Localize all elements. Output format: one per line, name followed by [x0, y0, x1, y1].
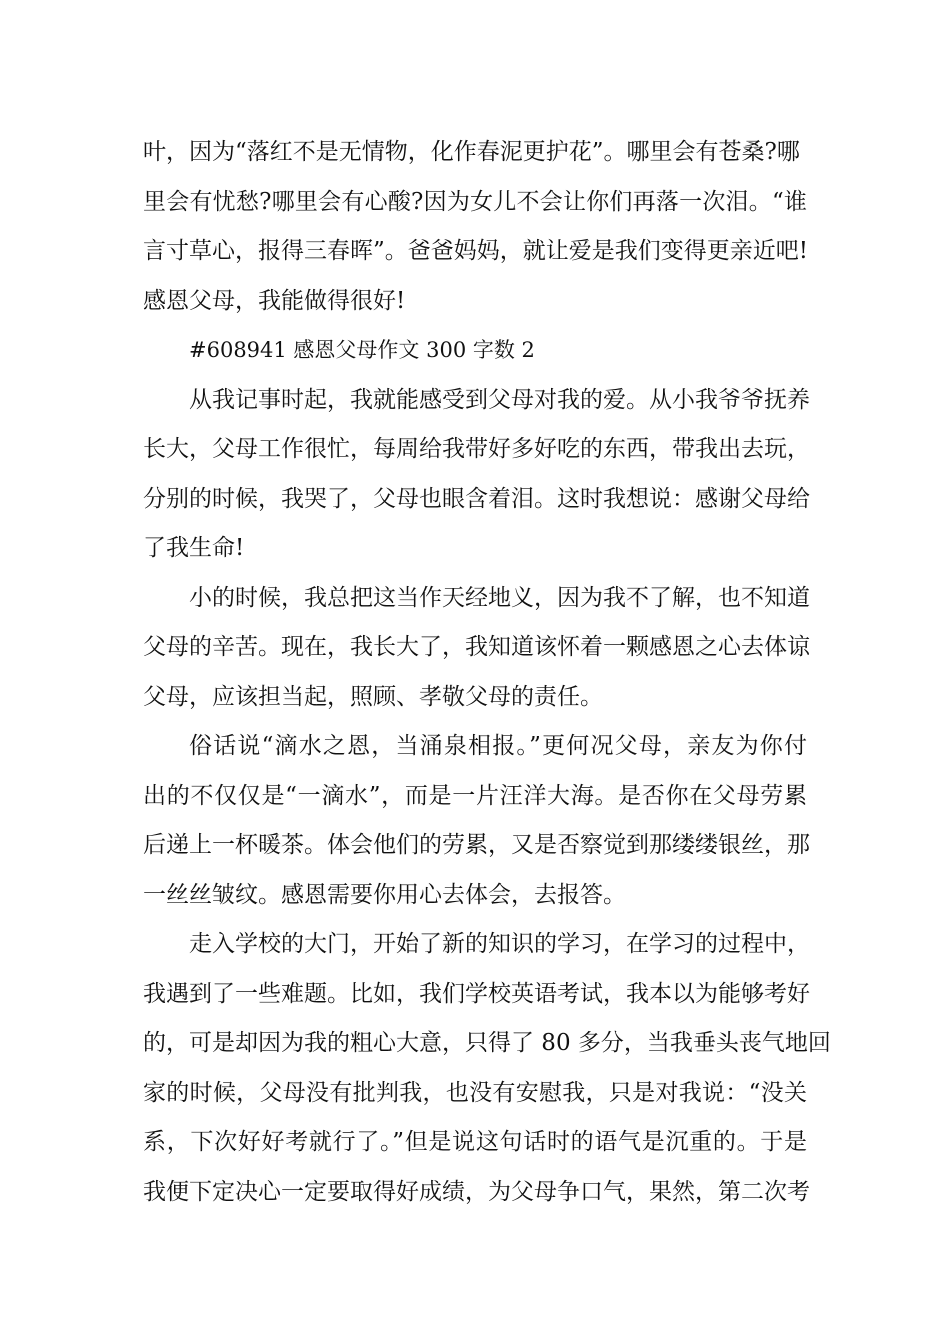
- body-text: [143, 128, 831, 1217]
- text-line: 我便下定决心一定要取得好成绩，为父母争口气，果然，第二次考: [143, 1178, 810, 1205]
- text-line: 俗话说“滴水之恩，当涌泉相报。”更何况父母，亲友为你付: [189, 733, 807, 759]
- text-line: 家的时候，父母没有批判我，也没有安慰我，只是对我说：“没关: [143, 1079, 807, 1106]
- text-line: 叶，因为“落红不是无情物，化作春泥更护花”。哪里会有苍桑?哪: [143, 139, 800, 165]
- text-line: 从我记事时起，我就能感受到父母对我的爱。从小我爷爷抚养: [189, 386, 810, 413]
- text-line: 长大，父母工作很忙，每周给我带好多好吃的东西，带我出去玩，: [143, 436, 810, 462]
- text-line: 父母的辛苦。现在，我长大了，我知道该怀着一颗感恩之心去体谅: [143, 634, 810, 660]
- text-line: 小的时候，我总把这当作天经地义，因为我不了解，也不知道: [189, 584, 810, 611]
- text-line: 后递上一杯暖茶。体会他们的劳累，又是否察觉到那缕缕银丝，那: [143, 832, 810, 858]
- text-line: 的，可是却因为我的粗心大意，只得了 80 多分，当我垂头丧气地回: [143, 1030, 831, 1056]
- text-line: 分别的时候，我哭了，父母也眼含着泪。这时我想说：感谢父母给: [143, 485, 810, 512]
- text-line: 一丝丝皱纹。感恩需要你用心去体会，去报答。: [143, 881, 626, 908]
- text-line: 感恩父母，我能做得很好!: [143, 287, 406, 314]
- text-line: 我遇到了一些难题。比如，我们学校英语考试，我本以为能够考好: [143, 980, 810, 1007]
- text-line: 系，下次好好考就行了。”但是说这句话时的语气是沉重的。于是: [143, 1129, 807, 1155]
- text-line: 了我生命!: [143, 535, 245, 561]
- section-heading: #608941 感恩父母作文 300 字数 2: [189, 338, 535, 362]
- text-line: 走入学校的大门，开始了新的知识的学习，在学习的过程中，: [189, 931, 810, 957]
- text-line: 里会有忧愁?哪里会有心酸?因为女儿不会让你们再落一次泪。“谁: [143, 188, 807, 215]
- text-line: 言寸草心，报得三春晖”。爸爸妈妈，就让爱是我们变得更亲近吧!: [143, 238, 809, 264]
- text-line: 父母，应该担当起，照顾、孝敬父母的责任。: [143, 683, 603, 710]
- text-line: 出的不仅仅是“一滴水”，而是一片汪洋大海。是否你在父母劳累: [143, 782, 807, 809]
